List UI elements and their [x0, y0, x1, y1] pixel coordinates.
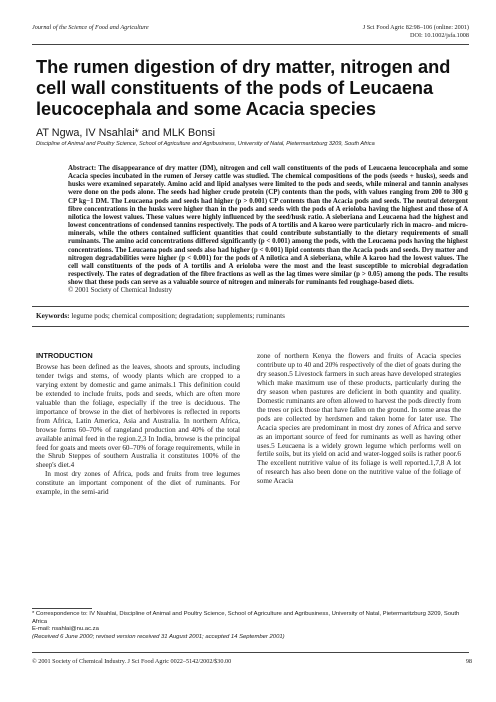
- keywords-label: Keywords:: [36, 312, 70, 320]
- correspondence: * Correspondence to: IV Nsahlai, Discipline of Animal and Poultry Science, School of Agriculture and Agribusiness, University of Natal, Pietermaritzburg 3209, South Africa: [32, 611, 460, 625]
- footnote: [32, 611, 469, 641]
- keywords-bottom-rule: [32, 326, 469, 327]
- intro-paragraph-1: Browse has been defined as the leaves, shoots and sprouts, including tender twigs and stems, of woody plants which are cropped to a varying extent by domestic and game animals.1 This definition could be extended to include fruits, pods and seeds, which are often more valuable than the foliage, especially if the tree is deciduous. The importance of browse in the diet of herbivores is reflected in reports from Africa, Latin America, Asia and Australia. In northern Africa, browse forms 60–70% of rangeland production and 40% of the total available animal feed in the region.2,3 In India, browse is the principal feed for goats and meets over 60–70% of forage requirements, while in the Shrub Steppes of southern Australia it constitutes 100% of the sheep's diet.4: [36, 362, 240, 470]
- abstract-label: Abstract:: [68, 164, 97, 172]
- keywords-text: legume pods; chemical composition; degradation; supplements; ruminants: [71, 312, 285, 320]
- header-rule: [32, 44, 469, 45]
- affiliation: Discipline of Animal and Poultry Science, School of Agriculture and Agribusiness, University of Natal, Pietermaritzburg 3209, South Africa: [36, 141, 375, 147]
- left-column: [36, 352, 240, 497]
- page-footer: [32, 658, 472, 665]
- page-number: 98: [465, 658, 472, 665]
- authors: AT Ngwa, IV Nsahlai* and MLK Bonsi: [36, 127, 216, 139]
- journal-name: Journal of the Science of Food and Agriculture: [32, 24, 149, 31]
- keywords: [36, 312, 466, 320]
- email: E-mail: nsahlai@nu.ac.za: [32, 626, 99, 633]
- abstract-copyright: © 2001 Society of Chemical Industry: [68, 286, 173, 295]
- abstract-text: The disappearance of dry matter (DM), nitrogen and cell wall constituents of the pods of Leucaena leucocephala and some Acacia species incubated in the rumen of Jersey cattle was studied. The chemical compositions of the pods (seeds + husks), seeds and husks were examined separately. Amino acid and lipid analyses were limited to the pods and seeds, while mineral and tannin analyses were done on the pods alone. The seeds had higher crude protein (CP) contents than the pods, with values ranging from 200 to 300 g CP kg−1 DM. The Leucaena pods and seeds had higher (p > 0.001) CP contents than the Acacia pods and seeds. The neutral detergent fibre concentrations in the husks were higher than in the pods and seeds with the pods of A erioloba having the highest and those of A nilotica the lowest values. These values were highly influenced by the seed/husk ratio. A sieberiana and Leucaena had the highest and lowest concentrations of condensed tannins respectively. The pods of A tortilis and A karoo were particularly rich in macro- and micro-minerals, while the others contained sufficient quantities that could contribute substantially to the dietary requirements of small ruminants. The amino acid concentrations differed significantly (p < 0.001) among the pods, with the Leucaena pods having the highest concentrations. The Leucaena pods and seeds also had higher (p < 0.001) lipid contents than the Acacia pods and seeds. Dry matter and nitrogen degradabilities were higher (p < 0.001) for the pods of A nilotica and A sieberiana, while A karoo had the lowest values. The cell wall constituents of the pods of A tortilis and A erioloba were the most and the least susceptible to microbial degradation respectively. The rates of degradation of the fibre fractions as well as the lag times were similar (p > 0.05) among the pods. The results show that these pods can serve as a valuable source of nitrogen and minerals for ruminants fed roughage-based diets.: [68, 164, 468, 287]
- intro-paragraph-3: zone of northern Kenya the flowers and fruits of Acacia species contribute up to 40 and 20% respectively of the diet of goats during the dry season.5 Livestock farmers in such areas have developed strategies which make maximum use of these products, particularly during the dry season when pastures are deficient in both quantity and quality. Domestic ruminants are often allowed to harvest the pods directly from the trees or pick those that have fallen on the ground. In some areas the pods are collected by herdsmen and taken home for later use. The Acacia species are predominant in most dry zones of Africa and serve as an important source of feed for ruminants as well as having other uses.5 Leucaena is a widely grown legume which performs well on fertile soils, but its yield on acid and water-logged soils is rather poor.6 The excellent nutritive value of its foliage is well reported.1,7,8 A lot of research has also been done on the nutritive value of the foliage of some Acacia: [257, 352, 461, 486]
- article-title: The rumen digestion of dry matter, nitrogen and cell wall constituents of the pods of Leucaena leucocephala and some Acacia species: [36, 57, 451, 119]
- citation-block: [363, 24, 469, 39]
- citation: J Sci Food Agric 82:98–106 (online: 2001): [362, 24, 469, 31]
- footer-copyright: © 2001 Society of Chemical Industry. J Sci Food Agric 0022–5142/2002/$30.00: [32, 658, 232, 665]
- intro-paragraph-2: In most dry zones of Africa, pods and fruits from tree legumes constitute an important component of the diet of ruminants. For example, in the semi-arid: [36, 470, 240, 497]
- intro-heading: INTRODUCTION: [36, 351, 93, 360]
- received-dates: (Received 6 June 2000; revised version received 31 August 2001; accepted 14 September 2001): [32, 633, 285, 640]
- keywords-top-rule: [32, 306, 469, 307]
- doi: DOI: 10.1002/jsfa.1008: [410, 31, 469, 39]
- footnote-rule: [32, 608, 92, 609]
- right-column: [257, 352, 461, 486]
- abstract: [68, 164, 468, 295]
- bottom-rule: [32, 652, 469, 653]
